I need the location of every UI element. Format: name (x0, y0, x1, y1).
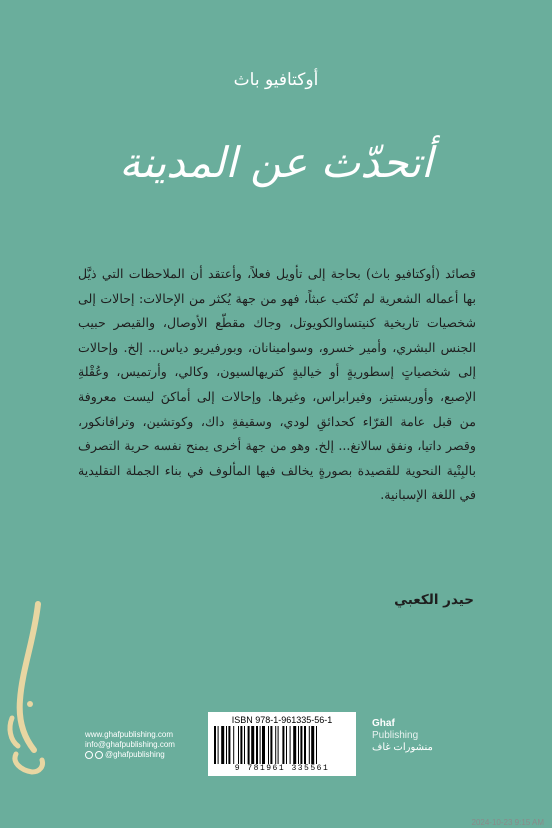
publisher-sub: Publishing (372, 730, 419, 741)
isbn-label: ISBN 978-1-961335-56-1 (231, 715, 333, 725)
social-row (85, 750, 175, 760)
publisher-logo (372, 718, 433, 754)
ghaf-logo-icon (4, 600, 50, 780)
contact-block (85, 730, 175, 760)
publisher-arabic: منشورات غاف (372, 742, 433, 753)
email-link[interactable]: info@ghafpublishing.com (85, 740, 175, 749)
barcode-digits: 9 781961 335561 (234, 764, 330, 773)
instagram-icon (85, 751, 93, 759)
barcode-bars (214, 726, 350, 764)
isbn-barcode-panel (208, 712, 356, 776)
publisher-name: Ghaf (372, 718, 395, 729)
website-link[interactable]: www.ghafpublishing.com (85, 730, 174, 739)
author-name: أوكتافيو باث (233, 70, 319, 90)
blurb-signature: حيدر الكعبي (394, 592, 474, 608)
social-handle[interactable]: @ghafpublishing (105, 750, 165, 759)
book-title: أتحدّث عن المدينة (119, 138, 433, 187)
back-cover-blurb: قصائد (أوكتافيو باث) بحاجة إلى تأويل فعلاً، وأعتقد أن الملاحظات التي ذيَّل بها أعماله الشعرية لم تُكتب عبثاً، فهو من جهة يُكثر من الإحالات: إحالات إلى شخصيات تاريخية كنيتساوالكويوتل، وجاك مقطّع الأوصال، والقيصر حبيب الجنس البشري، وأمير خسرو، وسوامينانان، وبورفيريو دياس... إلخ. وإحالات إلى شخصياتٍ إسطوريةٍ أو خياليةٍ كتريهالسيون، وكالي، وأرتميس، وعُقْلةِ الإصبع، وأوريستيز، وفيرابراس، وغيرها. وإحالات إلى أماكنَ ليست معروفة من قبل عامة القرّاء كحدائقِ لودي، وسقيفةِ داك، وكوتشين، وترافانكور، وقصر داتيا، ونفق سالانغ... إلخ. وهو من جهة أخرى يمنح نفسه حرية التصرف بالبِنْية النحوية للقصيدة بصورةٍ يخالف فيها المألوف في بناء الجملة التقليدية في اللغة الإسبانية. (78, 266, 476, 503)
x-icon (95, 751, 103, 759)
print-timestamp: 2024-10-23 9:15 AM (471, 818, 544, 827)
